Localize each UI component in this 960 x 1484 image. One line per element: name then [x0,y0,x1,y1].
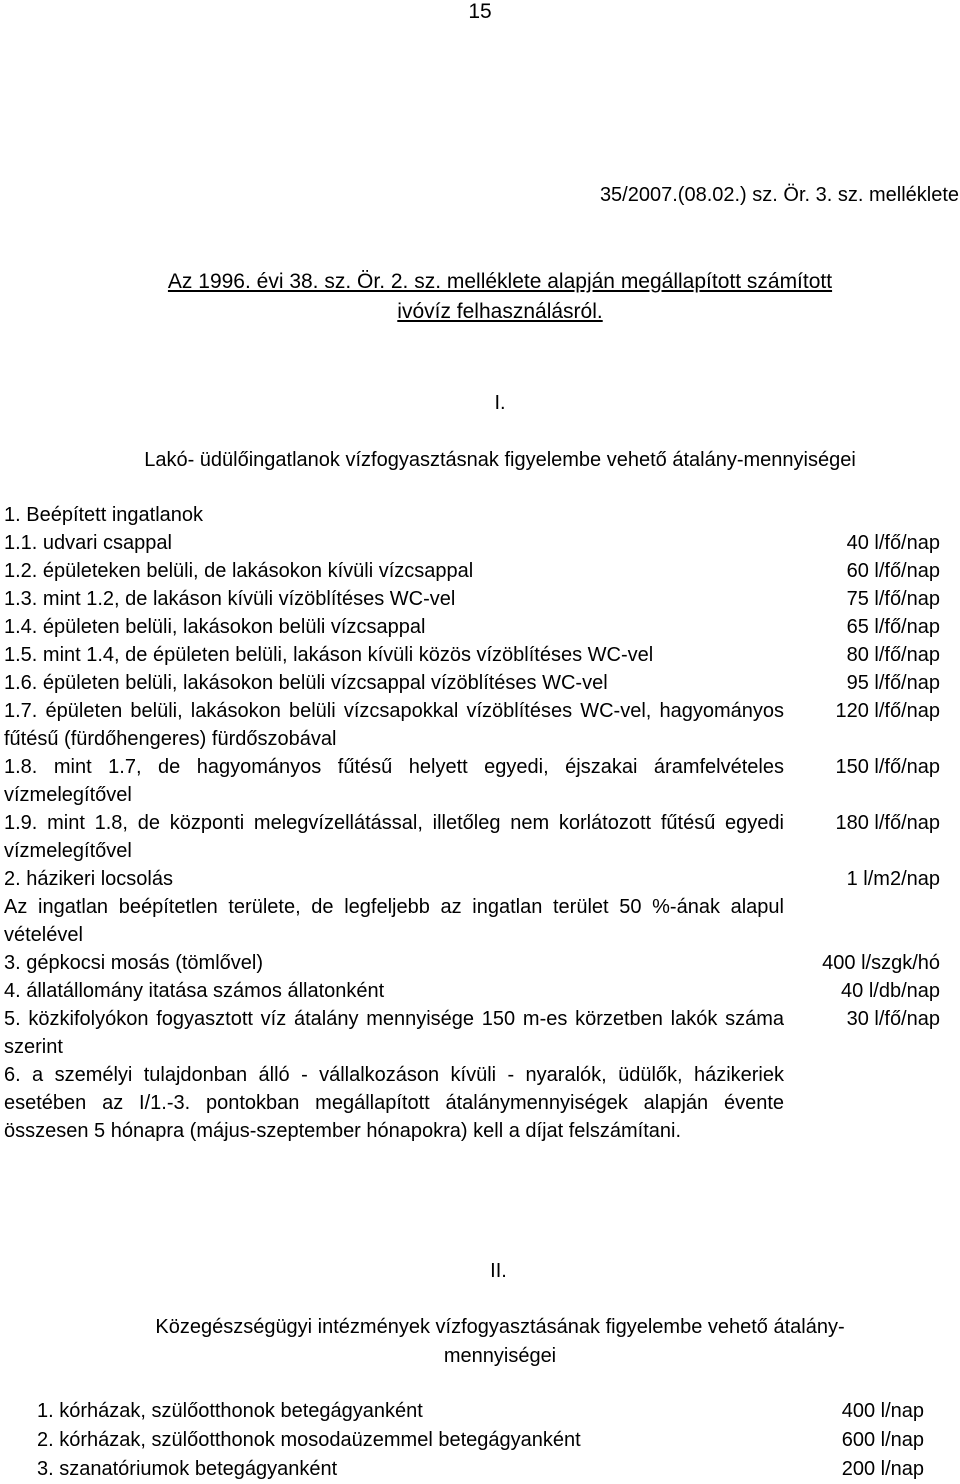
item-text: 1.2. épületeken belüli, de lakásokon kívüli vízcsappal [4,560,474,582]
list-item [4,865,940,893]
item-text: 1.9. mint 1.8, de központi melegvízellátással, illetőleg nem korlátozott fűtésű egyedi vízmelegítővel [4,812,784,862]
main-title [0,267,960,327]
list-item [4,641,940,669]
item-value: 60 l/fő/nap [846,560,940,582]
item-text: 1.4. épületen belüli, lakásokon belüli vízcsappal [4,616,426,638]
main-title-line-1: Az 1996. évi 38. sz. Ör. 2. sz. melléklete alapján megállapított számított [167,270,833,293]
list-item [37,1397,924,1426]
section-2-roman: II. [490,1260,507,1282]
item-text: 1.3. mint 1.2, de lakáson kívüli vízöblítéses WC-vel [4,588,456,610]
item-text: 1. kórházak, szülőotthonok betegágyanként [37,1400,423,1422]
item-value: 30 l/fő/nap [846,1008,940,1030]
item-value: 75 l/fő/nap [846,588,940,610]
list-item [4,949,940,977]
page-number: 15 [468,0,492,23]
item-text: 2. házikeri locsolás [4,868,173,890]
item-text: 2. kórházak, szülőotthonok mosodaüzemmel betegágyanként [37,1429,581,1451]
section-2-list [37,1397,924,1484]
section-2-title [0,1313,960,1371]
list-item [4,529,940,557]
section-2-title-line-2: mennyiségei [443,1345,557,1367]
item-text: 1.1. udvari csappal [4,532,172,554]
list-item [4,1061,940,1145]
item-value: 600 l/nap [841,1429,924,1451]
item-text: 3. szanatóriumok betegágyanként [37,1458,338,1480]
list-item [37,1426,924,1455]
item-value: 40 l/fő/nap [846,532,940,554]
item-value: 400 l/nap [841,1400,924,1422]
item-text: 1.5. mint 1.4, de épületen belüli, lakáson kívüli közös vízöblítéses WC-vel [4,644,654,666]
annex-title: 35/2007.(08.02.) sz. Ör. 3. sz. melléklete [599,184,959,206]
item-text: 4. állatállomány itatása számos állatonként [4,980,385,1002]
main-title-line-2: ivóvíz felhasználásról. [397,300,603,323]
section-1-list [4,501,940,1145]
item-value: 95 l/fő/nap [846,672,940,694]
list-item [4,893,940,949]
list-item [4,557,940,585]
item-value: 65 l/fő/nap [846,616,940,638]
item-value: 200 l/nap [841,1458,924,1480]
item-value: 40 l/db/nap [841,980,940,1002]
item-text: 1.6. épületen belüli, lakásokon belüli vízcsappal vízöblítéses WC-vel [4,672,608,694]
list-item [4,1005,940,1061]
list-item [4,697,940,753]
list-item [4,753,940,809]
list-item [4,613,940,641]
section-1-title: Lakó- üdülőingatlanok vízfogyasztásnak figyelembe vehető átalány-mennyiségei [144,449,856,471]
item-value: 150 l/fő/nap [835,756,940,778]
item-text: 1. Beépített ingatlanok [4,504,204,526]
item-value: 180 l/fő/nap [835,812,940,834]
list-item [4,809,940,865]
item-text: 1.7. épületen belüli, lakásokon belüli vízcsapokkal vízöblítéses WC-vel, hagyományos fűtésű (fürdőhengeres) fürdőszobával [4,700,784,750]
item-value: 120 l/fő/nap [835,700,940,722]
section-1-roman: I. [494,392,506,414]
list-item [4,669,940,697]
item-text: Az ingatlan beépítetlen területe, de legfeljebb az ingatlan terület 50 %-ának alapul vételével [4,896,784,946]
item-text: 5. közkifolyókon fogyasztott víz átalány mennyisége 150 m-es körzetben lakók száma szerint [4,1008,784,1058]
item-value: 400 l/szgk/hó [822,952,940,974]
list-item [37,1455,924,1484]
item-text: 1.8. mint 1.7, de hagyományos fűtésű helyett egyedi, éjszakai áramfelvételes vízmelegítővel [4,756,784,806]
item-value: 1 l/m2/nap [846,868,940,890]
item-value: 80 l/fő/nap [846,644,940,666]
list-item [4,501,940,529]
list-item [4,977,940,1005]
item-text: 6. a személyi tulajdonban álló - vállalkozáson kívüli - nyaralók, üdülők, házikeriek esetében az I/1.-3. pontokban megállapított átalánymennyiségek alapján évente összesen 5 hónapra (május-szeptember hónapokra) kell a díjat felszámítani. [4,1064,784,1142]
list-item [4,585,940,613]
section-2-title-line-1: Közegészségügyi intézmények vízfogyasztásának figyelembe vehető átalány- [155,1316,845,1338]
item-text: 3. gépkocsi mosás (tömlővel) [4,952,263,974]
